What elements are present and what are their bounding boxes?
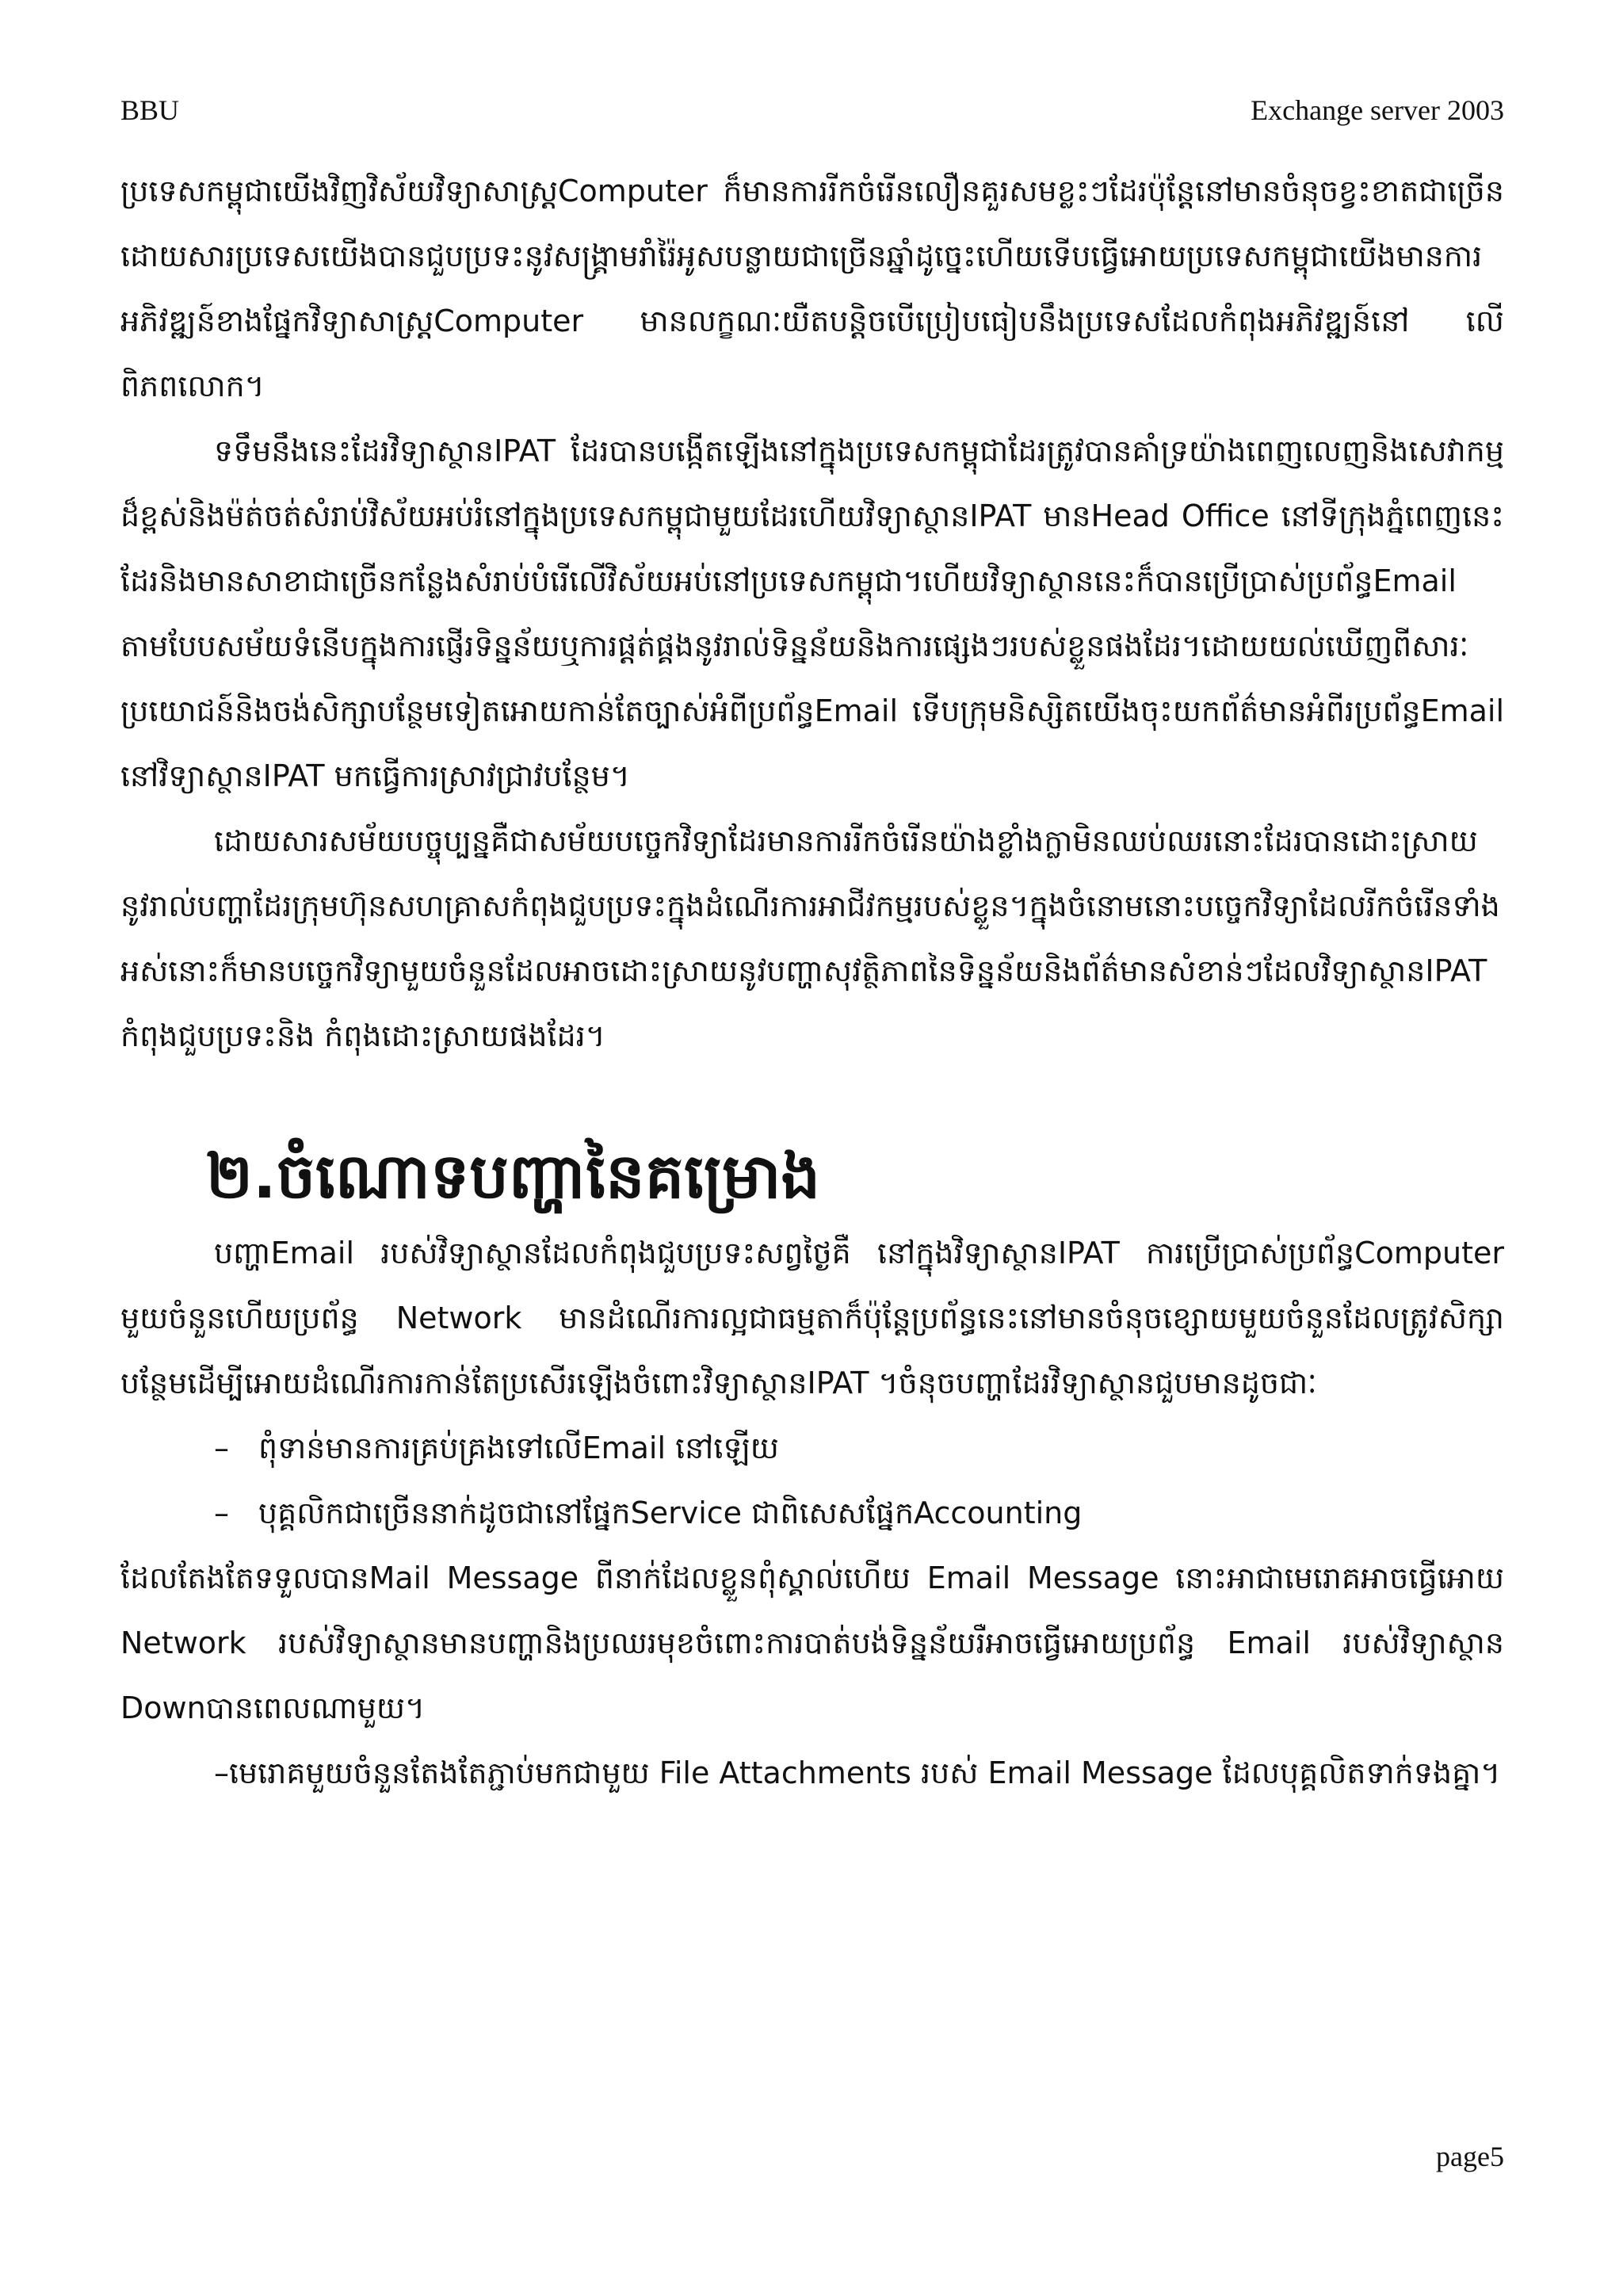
paragraph-continuation: ដែលតែងតែទទួលបានMail Message ពីនាក់ដែលខ្លួនពុំស្គាល់ហើយ Email Message នោះអាជាមេរោគអាចធ្វើអោយ Network របស់វិទ្យាស្ថានមានបញ្ហានិងប្រឈរមុខចំពោះការបាត់បង់ទិន្នន័យរឺអាចធ្វើអោយប្រព័ន្ធ Email របស់វិទ្យាស្ថាន Downបានពេលណាមួយ។ <box>120 1561 1504 1725</box>
header-document-title: Exchange server 2003 <box>1251 94 1504 126</box>
bullet-text: ពុំទាន់មានការគ្រប់គ្រងទៅលើEmail នៅឡើយ <box>258 1431 779 1465</box>
paragraph-problem-intro: បញ្ហាEmail របស់វិទ្យាស្ថានដែលកំពុងជួបប្រទះសព្វថ្ងៃគឺ នៅក្នុងវិទ្យាស្ថានIPAT ការប្រើប្រាស់ប្រព័ន្ធComputer មួយចំនួនហើយប្រព័ន្ធ Network មានដំណើរការល្អជាធម្មតាក៏ប៉ុន្តែប្រព័ន្ធនេះនៅមានចំនុចខ្សោយមួយចំនួនដែលត្រូវសិក្សាបន្ថែមដើម្បីអោយដំណើរការកាន់តែប្រសើរឡើងចំពោះវិទ្យាស្ថានIPAT ។ចំនុចបញ្ហាដែរវិទ្យាស្ថានជួបមានដូចជាៈ <box>120 1236 1504 1400</box>
paragraph-ipat: ទទឹមនឹងនេះដែរវិទ្យាស្ថានIPAT ដែរបានបង្កើតឡើងនៅក្នុងប្រទេសកម្ពុជាដែរត្រូវបានគាំទ្រយ៉ាងពេញលេញនិងសេវាកម្មដ៏ខ្ពស់និងម៉ត់ចត់សំរាប់វិស័យអប់រំនៅក្នុងប្រទេសកម្ពុជាមួយដែរហើយវិទ្យាស្ថានIPAT មានHead Office នៅទីក្រុងភ្នំពេញនេះដែរនិងមានសាខាជាច្រើនកន្លែងសំរាប់បំរើលើវិស័យអប់នៅប្រទេសកម្ពុជា។ហើយវិទ្យាស្ថាននេះក៏បានប្រើប្រាស់ប្រព័ន្ធEmail តាមបែបសម័យទំនើបក្នុងការផ្ញើរទិន្នន័យឬការផ្ដត់ផ្គងនូវរាល់ទិន្នន័យនិងការផ្សេងៗរបស់ខ្លួនផងដែរ។ដោយយល់ឃើញពីសារៈប្រយោជន៍និងចង់សិក្សាបន្ថែមទៀតអោយកាន់តែច្បាស់អំពីប្រព័ន្ធEmail ទើបក្រុមនិស្សិតយើងចុះយកព័ត៌មានអំពីរប្រព័ន្ធEmail នៅវិទ្យាស្ថានIPAT មកធ្វើការស្រាវជ្រាវបន្ថែម។ <box>120 434 1504 793</box>
bullet-dash: – <box>214 1496 229 1530</box>
paragraph-technology: ដោយសារសម័យបច្ចុប្បន្នគឺជាសម័យបច្ចេកវិទ្យាដែរមានការរីកចំរើនយ៉ាងខ្លាំងក្លាមិនឈប់ឈរនោះដែរបានដោះស្រាយនូវរាល់បញ្ហាដែរក្រុមហ៊ុនសហគ្រាសកំពុងជួបប្រទះក្នុងដំណើរការអាជីវកម្មរបស់ខ្លួន។ក្នុងចំនោមនោះបច្ចេកវិទ្យាដែលរីកចំរើនទាំងអស់នោះក៏មានបច្ចេកវិទ្យាមួយចំនួនដែលអាចដោះស្រាយនូវបញ្ហាសុវត្ថិភាពនៃទិន្នន័យនិងព័ត៌មានសំខាន់ៗដែលវិទ្យាស្ថានIPAT កំពុងជួបប្រទះនិង កំពុងដោះស្រាយផងដែរ។ <box>120 823 1500 1053</box>
paragraph-intro: ប្រទេសកម្ពុជាយើងវិញវិស័យវិទ្យាសាស្ត្រComputer ក៏មានការរីកចំរើនលឿនគួរសមខ្លះៗដែរប៉ុន្តែនៅមានចំនុចខ្វះខាតជាច្រើនដោយសារប្រទេសយើងបានជួបប្រទះនូវសង្គ្រាមរាំរ៉ៃអូសបន្លាយជាច្រើនឆ្នាំដូច្នេះហើយទើបធ្វើអោយប្រទេសកម្ពុជាយើងមានការអភិវឌ្ឍន៍ខាងផ្នែកវិទ្យាសាស្ត្រComputer មានលក្ខណៈយឺតបន្តិចបើប្រៀបធៀបនឹងប្រទេសដែលកំពុងអភិវឌ្ឍន៍នៅ លើពិភពលោក។ <box>120 174 1504 403</box>
page-number: page5 <box>1436 2141 1504 2172</box>
section-heading: ២.ចំណោទបញ្ហានៃគម្រោង <box>206 1141 820 1213</box>
bullet-text: បុគ្គលិកជាច្រើននាក់ដូចជានៅផ្នែកService ជាពិសេសផ្នែកAccounting <box>258 1496 1083 1530</box>
paragraph-attachments: –មេរោគមួយចំនួនតែងតែភ្ជាប់មកជាមួយ File Attachments របស់ Email Message ដែលបុគ្គលិតទាក់ទងគ្នា។ <box>214 1755 1501 1790</box>
bullet-item <box>120 1415 1504 1480</box>
header-organization: BBU <box>120 94 180 126</box>
document-body <box>120 159 1504 1805</box>
bullet-item <box>120 1480 1504 1545</box>
page-header <box>120 94 1504 141</box>
bullet-dash: – <box>214 1431 229 1465</box>
